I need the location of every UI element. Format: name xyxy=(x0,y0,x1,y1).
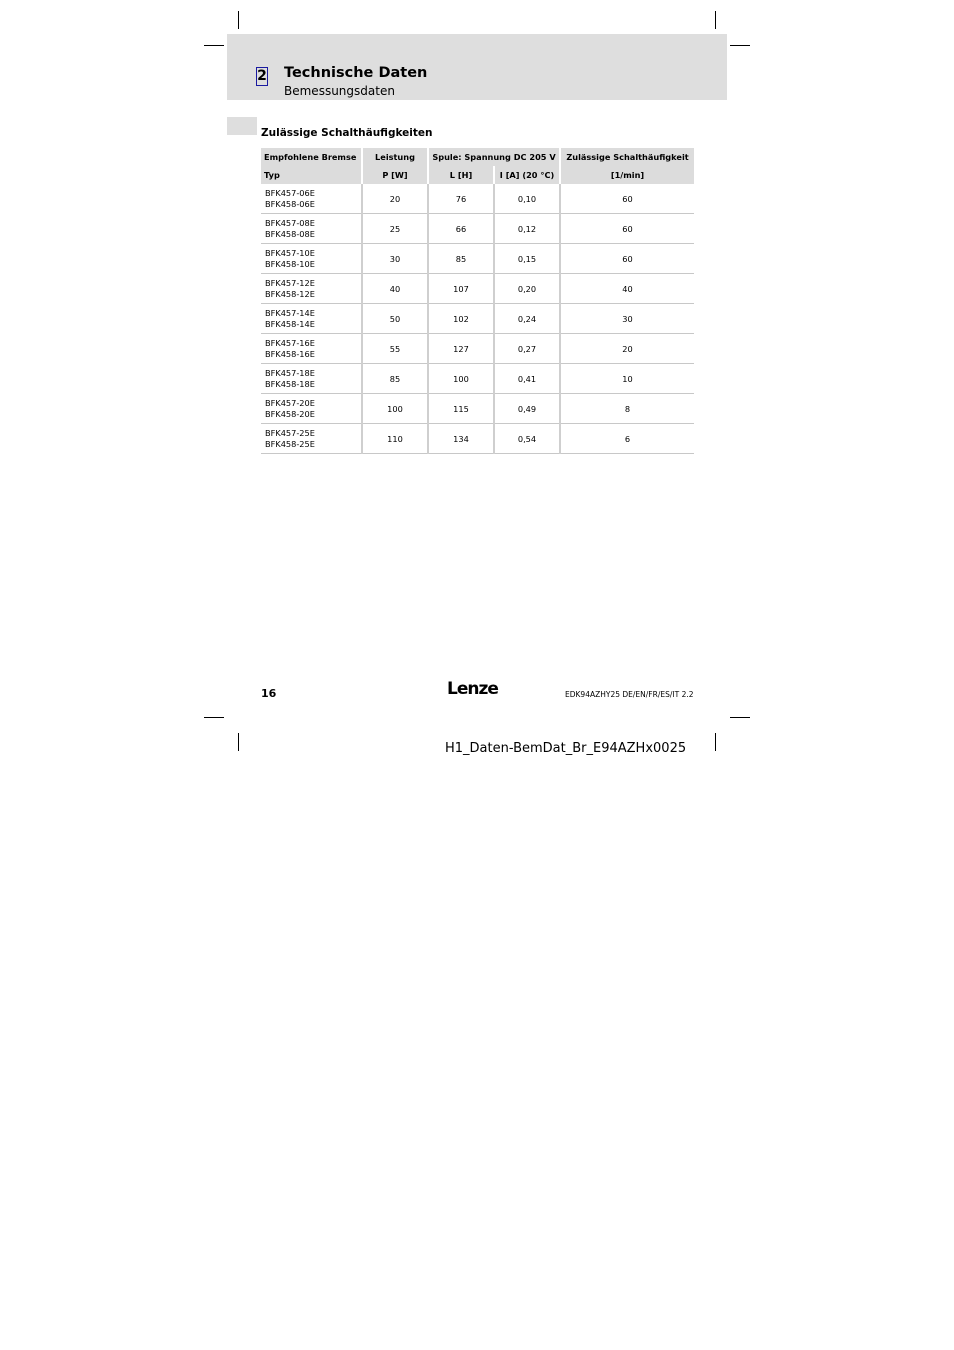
cell-inductance: 85 xyxy=(428,244,494,274)
header-type: Typ xyxy=(261,166,362,184)
header-coil: Spule: Spannung DC 205 V xyxy=(428,148,560,166)
cell-power: 30 xyxy=(362,244,428,274)
brake-type-bfk458: BFK458-18E xyxy=(265,378,315,389)
brake-type-bfk458: BFK458-06E xyxy=(265,198,315,209)
crop-mark-left-top xyxy=(204,45,224,46)
brake-type-bfk458: BFK458-10E xyxy=(265,258,315,269)
header-frequency-unit: [1/min] xyxy=(560,166,694,184)
brake-type-bfk457: BFK457-12E xyxy=(265,277,315,288)
crop-mark-top-right xyxy=(715,11,716,29)
cell-inductance: 134 xyxy=(428,424,494,454)
cell-inductance: 100 xyxy=(428,364,494,394)
brake-type-bfk458: BFK458-16E xyxy=(265,348,315,359)
cell-power: 40 xyxy=(362,274,428,304)
table-row xyxy=(261,184,694,214)
cell-frequency: 8 xyxy=(560,394,694,424)
cell-current: 0,20 xyxy=(494,274,560,304)
brake-type-bfk457: BFK457-25E xyxy=(265,427,315,438)
table-row xyxy=(261,334,694,364)
cell-power: 55 xyxy=(362,334,428,364)
document-code: EDK94AZHY25 DE/EN/FR/ES/IT 2.2 xyxy=(565,690,694,699)
file-reference: H1_Daten-BemDat_Br_E94AZHx0025 xyxy=(445,741,687,756)
brake-type-bfk458: BFK458-08E xyxy=(265,228,315,239)
cell-brake-type xyxy=(261,334,362,364)
cell-inductance: 115 xyxy=(428,394,494,424)
table-row xyxy=(261,364,694,394)
chapter-number[interactable]: 2 xyxy=(257,68,267,84)
header-current: I [A] (20 °C) xyxy=(494,166,560,184)
cell-frequency: 20 xyxy=(560,334,694,364)
cell-power: 100 xyxy=(362,394,428,424)
cell-frequency: 60 xyxy=(560,214,694,244)
table-row xyxy=(261,274,694,304)
brake-type-bfk457: BFK457-14E xyxy=(265,307,315,318)
brake-type-bfk457: BFK457-16E xyxy=(265,337,315,348)
crop-mark-bottom-right xyxy=(715,733,716,751)
brake-type-bfk457: BFK457-20E xyxy=(265,397,315,408)
cell-inductance: 102 xyxy=(428,304,494,334)
brake-type-bfk457: BFK457-08E xyxy=(265,217,315,228)
cell-power: 25 xyxy=(362,214,428,244)
table-row xyxy=(261,244,694,274)
cell-current: 0,12 xyxy=(494,214,560,244)
cell-brake-type xyxy=(261,394,362,424)
cell-power: 50 xyxy=(362,304,428,334)
cell-inductance: 66 xyxy=(428,214,494,244)
table-header-row xyxy=(261,148,694,166)
table-row xyxy=(261,214,694,244)
cell-power: 20 xyxy=(362,184,428,214)
brake-type-bfk457: BFK457-10E xyxy=(265,247,315,258)
cell-brake-type xyxy=(261,244,362,274)
cell-frequency: 10 xyxy=(560,364,694,394)
cell-current: 0,27 xyxy=(494,334,560,364)
brake-type-bfk458: BFK458-25E xyxy=(265,438,315,449)
cell-brake-type xyxy=(261,364,362,394)
switching-frequency-table xyxy=(261,148,694,454)
header-power-unit: P [W] xyxy=(362,166,428,184)
brake-type-bfk457: BFK457-18E xyxy=(265,367,315,378)
brake-type-bfk457: BFK457-06E xyxy=(265,187,315,198)
cell-current: 0,24 xyxy=(494,304,560,334)
crop-mark-right-bottom xyxy=(730,717,750,718)
chapter-title: Technische Daten xyxy=(284,65,428,81)
crop-mark-top-left xyxy=(238,11,239,29)
cell-brake-type xyxy=(261,274,362,304)
cell-frequency: 60 xyxy=(560,244,694,274)
header-inductance: L [H] xyxy=(428,166,494,184)
cell-brake-type xyxy=(261,304,362,334)
cell-frequency: 30 xyxy=(560,304,694,334)
cell-current: 0,49 xyxy=(494,394,560,424)
crop-mark-bottom-left xyxy=(238,733,239,751)
cell-frequency: 60 xyxy=(560,184,694,214)
cell-current: 0,10 xyxy=(494,184,560,214)
table-row xyxy=(261,424,694,454)
cell-current: 0,54 xyxy=(494,424,560,454)
cell-brake-type xyxy=(261,424,362,454)
header-power: Leistung xyxy=(362,148,428,166)
crop-mark-left-bottom xyxy=(204,717,224,718)
section-marker-tab xyxy=(227,117,257,135)
brake-type-bfk458: BFK458-14E xyxy=(265,318,315,329)
crop-mark-right-top xyxy=(730,45,750,46)
chapter-subtitle: Bemessungsdaten xyxy=(284,84,395,98)
cell-inductance: 76 xyxy=(428,184,494,214)
lenze-logo: Lenze xyxy=(447,679,498,699)
cell-current: 0,41 xyxy=(494,364,560,394)
cell-power: 110 xyxy=(362,424,428,454)
cell-power: 85 xyxy=(362,364,428,394)
header-brake: Empfohlene Bremse xyxy=(261,148,362,166)
brake-type-bfk458: BFK458-20E xyxy=(265,408,315,419)
cell-current: 0,15 xyxy=(494,244,560,274)
cell-brake-type xyxy=(261,184,362,214)
cell-inductance: 107 xyxy=(428,274,494,304)
table-row xyxy=(261,394,694,424)
table-title: Zulässige Schalthäufigkeiten xyxy=(261,127,433,139)
cell-inductance: 127 xyxy=(428,334,494,364)
cell-frequency: 6 xyxy=(560,424,694,454)
cell-brake-type xyxy=(261,214,362,244)
table-subheader-row xyxy=(261,166,694,184)
cell-frequency: 40 xyxy=(560,274,694,304)
header-frequency: Zulässige Schalthäufigkeit xyxy=(560,148,694,166)
table-row xyxy=(261,304,694,334)
brake-type-bfk458: BFK458-12E xyxy=(265,288,315,299)
page-number: 16 xyxy=(261,687,277,700)
